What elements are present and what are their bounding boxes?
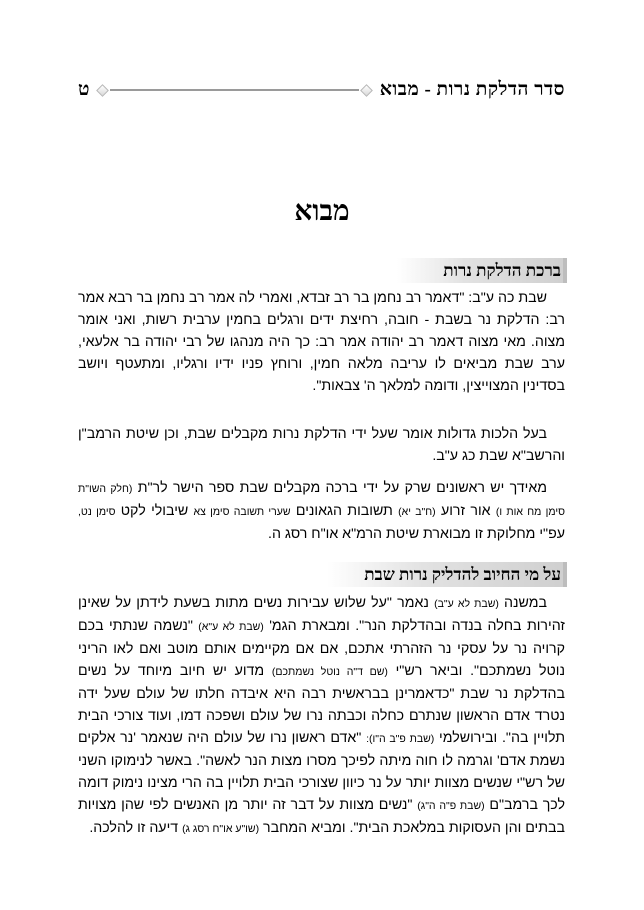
running-title: סדר הדלקת נרות - מבוא: [379, 79, 565, 100]
running-header: [78, 76, 565, 104]
diamond-ornament-icon: [97, 84, 110, 97]
paragraph-text: "אדם ראשון נרו של עולם היה שנאמר 'נר אלקים נשמת אדם' וגרמה לו חוה מיתה לפיכך מסרו מצות הנר לאשה". באשר לנימוקו השני של רש"י שנשים מצוות יותר על נר כיוון שצורכי הבית תלויין בה הרי מצינו נימוק דומה לכך ברמב"ם: [78, 730, 565, 813]
citation-text: (שבת לא ע"ב): [434, 598, 499, 610]
paragraph: [78, 423, 565, 467]
citation-text: (חלק השו"ת סימן מח אות ו): [78, 483, 565, 518]
paragraph-text: "נשמה שנתתי בכם קרויה נר על עסקי נר הזהרתי אתכם, אם אם מקיימים אותם מוטב ואם לאו הריני נוטל נשמתכם". וביאר רש"י: [78, 618, 565, 679]
paragraph: [78, 287, 565, 397]
paragraph-text: תשובות הגאונים: [290, 503, 399, 519]
paragraph-text: שיבולי לקט: [115, 503, 194, 519]
paragraph-text: מדוע יש חיוב מיוחד על נשים בהדלקת נר שבת "כדאמרינן בבראשית רבה היא איבדה חלתו של עולם שעל ידה נטרד אדם הראשון שנתרם כחלה וכבתה נרו של עולם ושפכה דמו, ועוד צורכי הבית תלויין בה". ובירושלמי: [78, 663, 565, 746]
paragraph: [78, 592, 565, 840]
citation-text: (ח"ב יא): [398, 506, 436, 518]
paragraph-text: "נשים מצוות על דבר זה יותר מן האנשים לפי שהן מצויות בבתים והן העסוקות במלאכת הבית". ומביא המחבר: [78, 797, 565, 836]
citation-text: (שבת פ"ב ה"ו):: [366, 733, 435, 745]
paragraph-text: עפ"י מחלוקת זו מבוארת שיטת הרמ"א או"ח רסג ה.: [268, 526, 565, 542]
citation-text: שערי תשובה סימן צא: [193, 506, 291, 518]
page-number: ט: [78, 79, 90, 100]
paragraph-text: אור זרוע: [435, 503, 496, 519]
header-rule: [95, 86, 373, 95]
paragraph-text: במשנה: [498, 595, 547, 611]
section-heading-blessing: [443, 258, 567, 283]
section-heading-text: על מי החיוב להדליק נרות שבת: [364, 564, 561, 584]
chapter-title: מבוא: [294, 196, 350, 227]
diamond-ornament-icon: [360, 84, 373, 97]
citation-text: סימן נט,: [78, 506, 116, 518]
section-heading-obligation: [364, 562, 567, 587]
paragraph: [78, 477, 565, 545]
rule-line: [110, 89, 358, 91]
paragraph-text: בעל הלכות גדולות אומר שעל ידי הדלקת נרות מקבלים שבת, וכן שיטת הרמב"ן והרשב"א שבת כג ע"ב.: [78, 426, 565, 464]
citation-text: (שבת פ"ה ה"ג): [417, 800, 485, 812]
citation-text: (שבת לא ע"א): [198, 621, 264, 633]
section-heading-text: ברכת הדלקת נרות: [443, 260, 561, 280]
paragraph-text: שבת כה ע"ב: "דאמר רב נחמן בר רב זבדא, ואמרי לה אמר רב נחמן בר רבא אמר רב: הדלקת נר בשבת - חובה, רחיצת ידים ורגלים בחמין ערבית רשות, ואני אומר מצוה. מאי מצוה דאמר רב יהודה אמר רב: כך היה מנהגו של רבי יהודה בר אלעאי, ערב שבת מביאים לו עריבה מלאה חמין, ורוחץ פניו ידיו ורגליו, ומתעטף ויושב בסדינין המצוייצין, ודומה למלאך ה' צבאות".: [78, 290, 565, 394]
citation-text: (שם ד"ה נוטל נשמתכם): [271, 666, 388, 678]
citation-text: (שו"ע או"ח רסג ג): [182, 823, 260, 835]
paragraph-text: מאידך יש ראשונים שרק על ידי ברכה מקבלים שבת ספר הישר לר"ת: [132, 480, 547, 496]
paragraph-text: דיעה זו להלכה.: [89, 820, 183, 836]
paragraph-text: נאמר "על שלוש עבירות נשים מתות בשעת לידתן על שאינן זהירות בחלה בנדה ובהדלקת הנר". ומבארת הגמ': [78, 595, 565, 634]
